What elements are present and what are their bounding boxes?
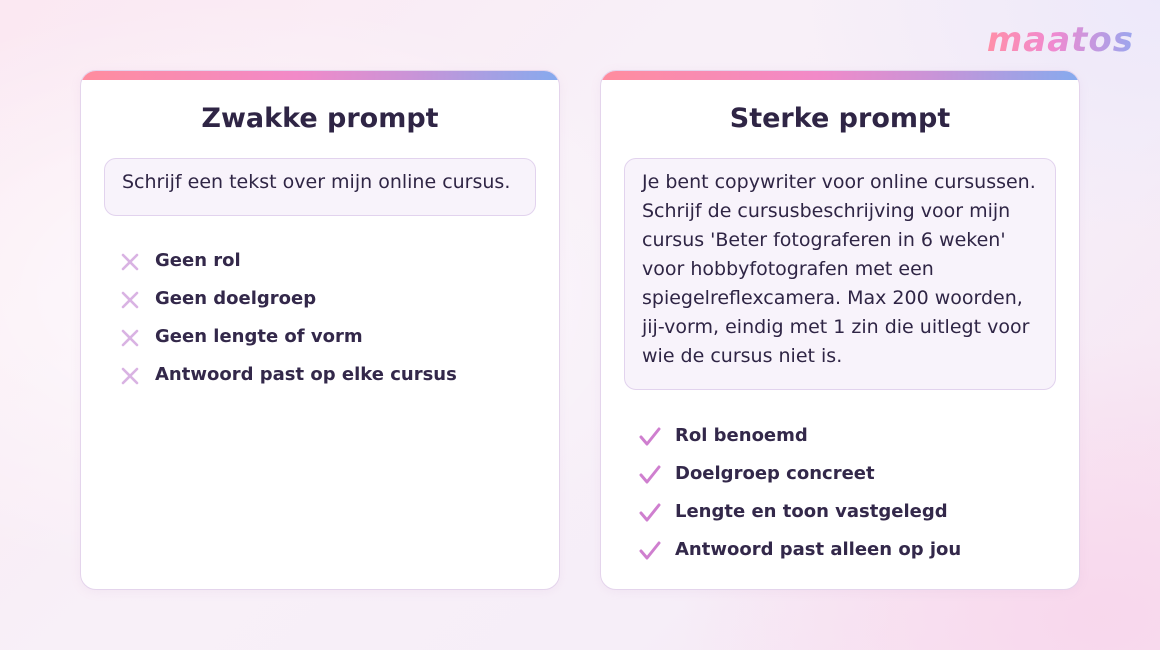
list-item xyxy=(639,416,1079,454)
criterion-label: Antwoord past op elke cursus xyxy=(155,363,457,385)
check-icon xyxy=(639,502,661,524)
list-item xyxy=(119,317,559,355)
weak-prompt-title: Zwakke prompt xyxy=(201,103,439,134)
cross-icon xyxy=(119,365,141,387)
list-item xyxy=(639,454,1079,492)
weak-criteria-list xyxy=(81,241,559,393)
criterion-label: Rol benoemd xyxy=(675,424,808,446)
list-item xyxy=(639,492,1079,530)
list-item xyxy=(119,355,559,393)
check-icon xyxy=(639,426,661,448)
criterion-label: Geen lengte of vorm xyxy=(155,325,363,347)
strong-prompt-card xyxy=(600,70,1080,590)
cross-icon xyxy=(119,251,141,273)
list-item xyxy=(119,279,559,317)
weak-prompt-text: Schrijf een tekst over mijn online cursus. xyxy=(104,158,536,216)
criterion-label: Geen doelgroep xyxy=(155,287,317,309)
strong-prompt-title: Sterke prompt xyxy=(729,103,951,134)
check-icon xyxy=(639,464,661,486)
brand-logo: maatos xyxy=(986,20,1134,60)
criterion-label: Doelgroep concreet xyxy=(675,462,875,484)
strong-prompt-text: Je bent copywriter voor online cursussen. Schrijf de cursusbeschrijving voor mijn cursus 'Beter fotograferen in 6 weken' voor hobbyfotografen met een spiegelreflexcamera. Max 200 woorden, jij-vorm, eindig met 1 zin die uitlegt voor wie de cursus niet is. xyxy=(624,158,1056,390)
list-item xyxy=(119,241,559,279)
cross-icon xyxy=(119,289,141,311)
weak-prompt-card xyxy=(80,70,560,590)
cross-icon xyxy=(119,327,141,349)
card-accent-bar xyxy=(81,71,559,80)
check-icon xyxy=(639,540,661,562)
criterion-label: Lengte en toon vastgelegd xyxy=(675,500,948,522)
strong-criteria-list xyxy=(601,416,1079,568)
criterion-label: Antwoord past alleen op jou xyxy=(675,538,962,560)
list-item xyxy=(639,530,1079,568)
card-accent-bar xyxy=(601,71,1079,80)
criterion-label: Geen rol xyxy=(155,249,241,271)
